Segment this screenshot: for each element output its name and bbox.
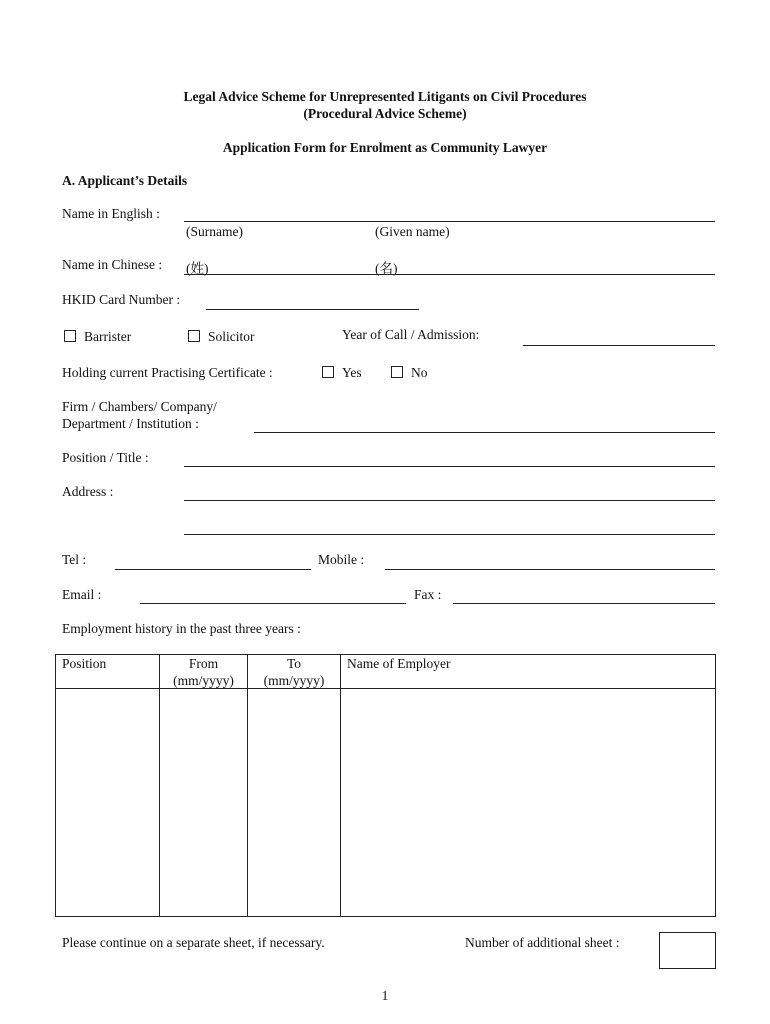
practising-label: Holding current Practising Certificate : xyxy=(62,365,273,380)
firm-label-line1: Firm / Chambers/ Company/ xyxy=(62,399,217,414)
employer-cell[interactable] xyxy=(341,689,714,915)
solicitor-option[interactable] xyxy=(188,329,255,345)
name-english-field[interactable] xyxy=(184,221,715,222)
position-field[interactable] xyxy=(184,466,715,467)
no-checkbox[interactable] xyxy=(391,366,403,378)
no-option[interactable] xyxy=(391,365,428,381)
address-field-line1[interactable] xyxy=(184,500,715,501)
fax-label: Fax : xyxy=(414,587,442,602)
col-header-to-format: (mm/yyyy) xyxy=(263,673,325,688)
name-chinese-field[interactable] xyxy=(184,274,715,275)
yes-label: Yes xyxy=(342,365,362,380)
tel-field[interactable] xyxy=(115,569,311,570)
surname-label: (Surname) xyxy=(186,224,243,239)
chinese-given-name-label: (名) xyxy=(375,261,398,276)
email-field[interactable] xyxy=(140,603,406,604)
col-header-to: To xyxy=(286,656,302,671)
hkid-label: HKID Card Number : xyxy=(62,292,181,307)
tel-label: Tel : xyxy=(62,552,87,567)
employment-history-label: Employment history in the past three years : xyxy=(62,621,301,636)
address-field-line2[interactable] xyxy=(184,534,715,535)
name-chinese-label: Name in Chinese : xyxy=(62,257,163,272)
email-label: Email : xyxy=(62,587,102,602)
col-header-from-format: (mm/yyyy) xyxy=(173,673,234,688)
solicitor-label: Solicitor xyxy=(208,329,255,344)
from-cell[interactable] xyxy=(160,689,247,915)
col-header-from: From xyxy=(188,656,219,671)
position-label: Position / Title : xyxy=(62,450,149,465)
firm-field[interactable] xyxy=(254,432,715,433)
address-label: Address : xyxy=(62,484,114,499)
position-cell[interactable] xyxy=(56,689,159,915)
mobile-label: Mobile : xyxy=(318,552,365,567)
col-header-employer: Name of Employer xyxy=(347,656,451,671)
solicitor-checkbox[interactable] xyxy=(188,330,200,342)
barrister-label: Barrister xyxy=(84,329,132,344)
year-call-label: Year of Call / Admission: xyxy=(342,327,480,342)
scheme-title: Legal Advice Scheme for Unrepresented Litigants on Civil Procedures xyxy=(183,89,587,104)
section-a-heading: A. Applicant’s Details xyxy=(62,173,188,188)
hkid-field[interactable] xyxy=(206,309,419,310)
continue-note: Please continue on a separate sheet, if necessary. xyxy=(62,935,325,950)
barrister-checkbox[interactable] xyxy=(64,330,76,342)
no-label: No xyxy=(411,365,428,380)
to-cell[interactable] xyxy=(248,689,340,915)
yes-option[interactable] xyxy=(322,365,362,381)
page-number: 1 xyxy=(381,988,389,1003)
firm-label-line2: Department / Institution : xyxy=(62,416,199,431)
yes-checkbox[interactable] xyxy=(322,366,334,378)
fax-field[interactable] xyxy=(453,603,715,604)
name-english-label: Name in English : xyxy=(62,206,160,221)
col-header-position: Position xyxy=(62,656,107,671)
year-call-field[interactable] xyxy=(523,345,715,346)
barrister-option[interactable] xyxy=(64,329,131,345)
form-title: Application Form for Enrolment as Community Lawyer xyxy=(222,140,548,155)
given-name-label: (Given name) xyxy=(375,224,450,239)
scheme-subtitle: (Procedural Advice Scheme) xyxy=(303,106,467,121)
chinese-surname-label: (姓) xyxy=(186,261,209,276)
additional-sheet-box[interactable] xyxy=(659,932,716,969)
additional-sheet-label: Number of additional sheet : xyxy=(465,935,620,950)
mobile-field[interactable] xyxy=(385,569,715,570)
